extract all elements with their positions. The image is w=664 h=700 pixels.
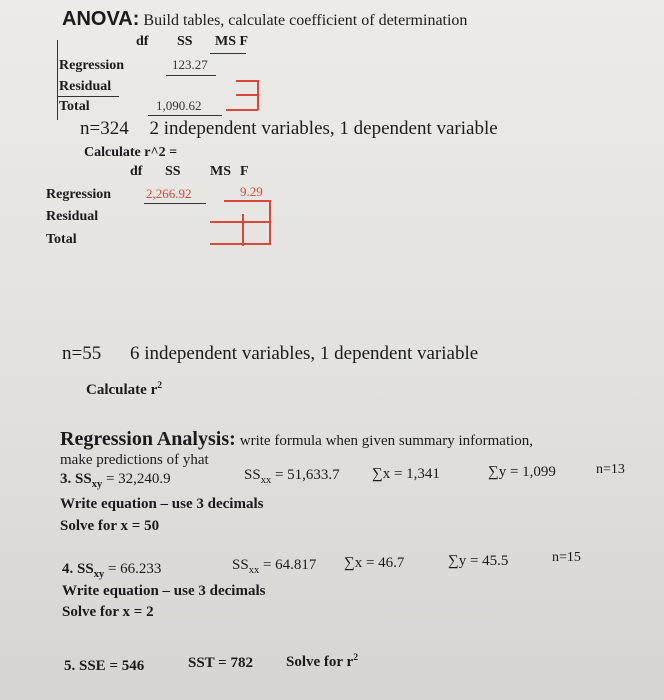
table1-regression-ss: 123.27 <box>172 57 208 72</box>
table1-regression-underline <box>166 75 216 76</box>
table2-red-grid-line-2 <box>210 221 270 223</box>
reg-p3-n: n=13 <box>596 462 625 477</box>
table1-total-ss: 1,090.62 <box>156 98 202 113</box>
problem2-n: n=324 <box>80 118 129 139</box>
table2-regression-underline <box>144 203 206 204</box>
anova-subheading: Build tables, calculate coefficient of determination <box>143 12 468 29</box>
reg-p3-solve: Solve for x = 50 <box>60 518 160 534</box>
reg-p5-sst: SST = 782 <box>188 655 253 671</box>
table2-col-f: F <box>240 164 249 179</box>
table1-col-df: df <box>136 34 149 49</box>
problem3-n: n=55 <box>62 343 102 364</box>
table1-left-rule <box>57 40 58 120</box>
reg-p3-write: Write equation – use 3 decimals <box>60 496 264 512</box>
anova-heading: ANOVA: <box>62 8 140 30</box>
regression-subheading: write formula when given summary information, <box>239 433 534 449</box>
reg-p4-sumy: ∑y = 45.5 <box>448 553 509 569</box>
problem3-desc: 6 independent variables, 1 dependent variable <box>129 343 479 364</box>
problem2-calculate: Calculate r^2 = <box>84 145 178 160</box>
reg-p3-sumy: ∑y = 1,099 <box>488 464 556 480</box>
reg-p4-ssxx-group <box>232 557 316 576</box>
anova-title <box>62 8 467 31</box>
table2-red-grid-line-1 <box>224 200 270 202</box>
regression-line2: make predictions of yhat <box>60 452 209 468</box>
problem2-desc: 2 independent variables, 1 dependent variable <box>149 118 498 139</box>
table2-regression-f: 9.29 <box>240 184 263 199</box>
table1-red-mark-top <box>236 80 258 82</box>
regression-heading: Regression Analysis: <box>60 428 236 450</box>
reg-p4-line <box>62 561 161 580</box>
reg-p4-ssxy: = 66.233 <box>107 561 162 577</box>
reg-p4-n: n=15 <box>552 550 581 565</box>
problem3-r-squared-exponent: 2 <box>157 380 163 391</box>
table2-red-grid-vertical-right <box>269 200 271 245</box>
reg-p3-label: 3. SS <box>60 471 92 487</box>
table1-row-residual: Residual <box>59 79 112 94</box>
reg-p5-solve-line <box>286 652 358 671</box>
table2-col-ss: SS <box>165 164 181 179</box>
table2-red-grid-line-3 <box>210 243 270 245</box>
reg-p4-label: 4. SS <box>62 561 94 577</box>
reg-p3-ssxx-group <box>244 467 340 486</box>
reg-p5-sse: 5. SSE = 546 <box>64 658 145 674</box>
reg-p3-xx-subscript: xx <box>260 475 272 486</box>
reg-p3-line <box>60 471 171 490</box>
table2-row-residual: Residual <box>46 209 99 224</box>
reg-p4-solve: Solve for x = 2 <box>62 604 154 620</box>
reg-p3-sumx: ∑x = 1,341 <box>372 466 440 482</box>
table1-red-mark-middle <box>236 94 258 96</box>
table2-row-regression: Regression <box>46 187 112 202</box>
problem3-calculate: Calculate r <box>86 382 158 398</box>
reg-p4-sumx: ∑x = 46.7 <box>344 555 405 571</box>
reg-p5-solve: Solve for r <box>286 654 354 670</box>
table2-regression-ss: 2,266.92 <box>146 186 192 201</box>
table1-row-regression: Regression <box>59 58 125 73</box>
table2-red-grid-vertical-mid <box>242 214 244 246</box>
table1-red-mark-bottom <box>226 109 258 111</box>
problem3-calculate-line <box>86 380 162 399</box>
table1-header-underline <box>210 53 246 54</box>
reg-p4-write: Write equation – use 3 decimals <box>62 583 266 599</box>
problem2-line <box>80 118 498 140</box>
table2-col-ms: MS <box>210 164 231 179</box>
reg-p4-xx-subscript: xx <box>248 565 260 576</box>
reg-p4-xy-subscript: xy <box>93 569 105 580</box>
reg-p4-ssxx: = 64.817 <box>262 557 317 573</box>
regression-title <box>60 428 533 451</box>
table2-row-total: Total <box>46 232 77 247</box>
table1-total-underline <box>148 115 222 116</box>
table1-col-ss: SS <box>177 34 193 49</box>
reg-p3-ssxx: = 51,633.7 <box>274 467 340 483</box>
reg-p4-ssxx-prefix: SS <box>232 557 249 573</box>
table2-col-df: df <box>130 164 143 179</box>
reg-p3-ssxx-prefix: SS <box>244 467 261 483</box>
reg-p5-r-squared-exponent: 2 <box>353 652 359 663</box>
problem3-line <box>62 343 478 365</box>
table1-col-msf: MS F <box>215 34 249 49</box>
table1-row-total: Total <box>59 99 90 114</box>
reg-p3-xy-subscript: xy <box>91 479 103 490</box>
table1-residual-underline <box>57 96 119 97</box>
reg-p3-ssxy: = 32,240.9 <box>105 471 171 487</box>
